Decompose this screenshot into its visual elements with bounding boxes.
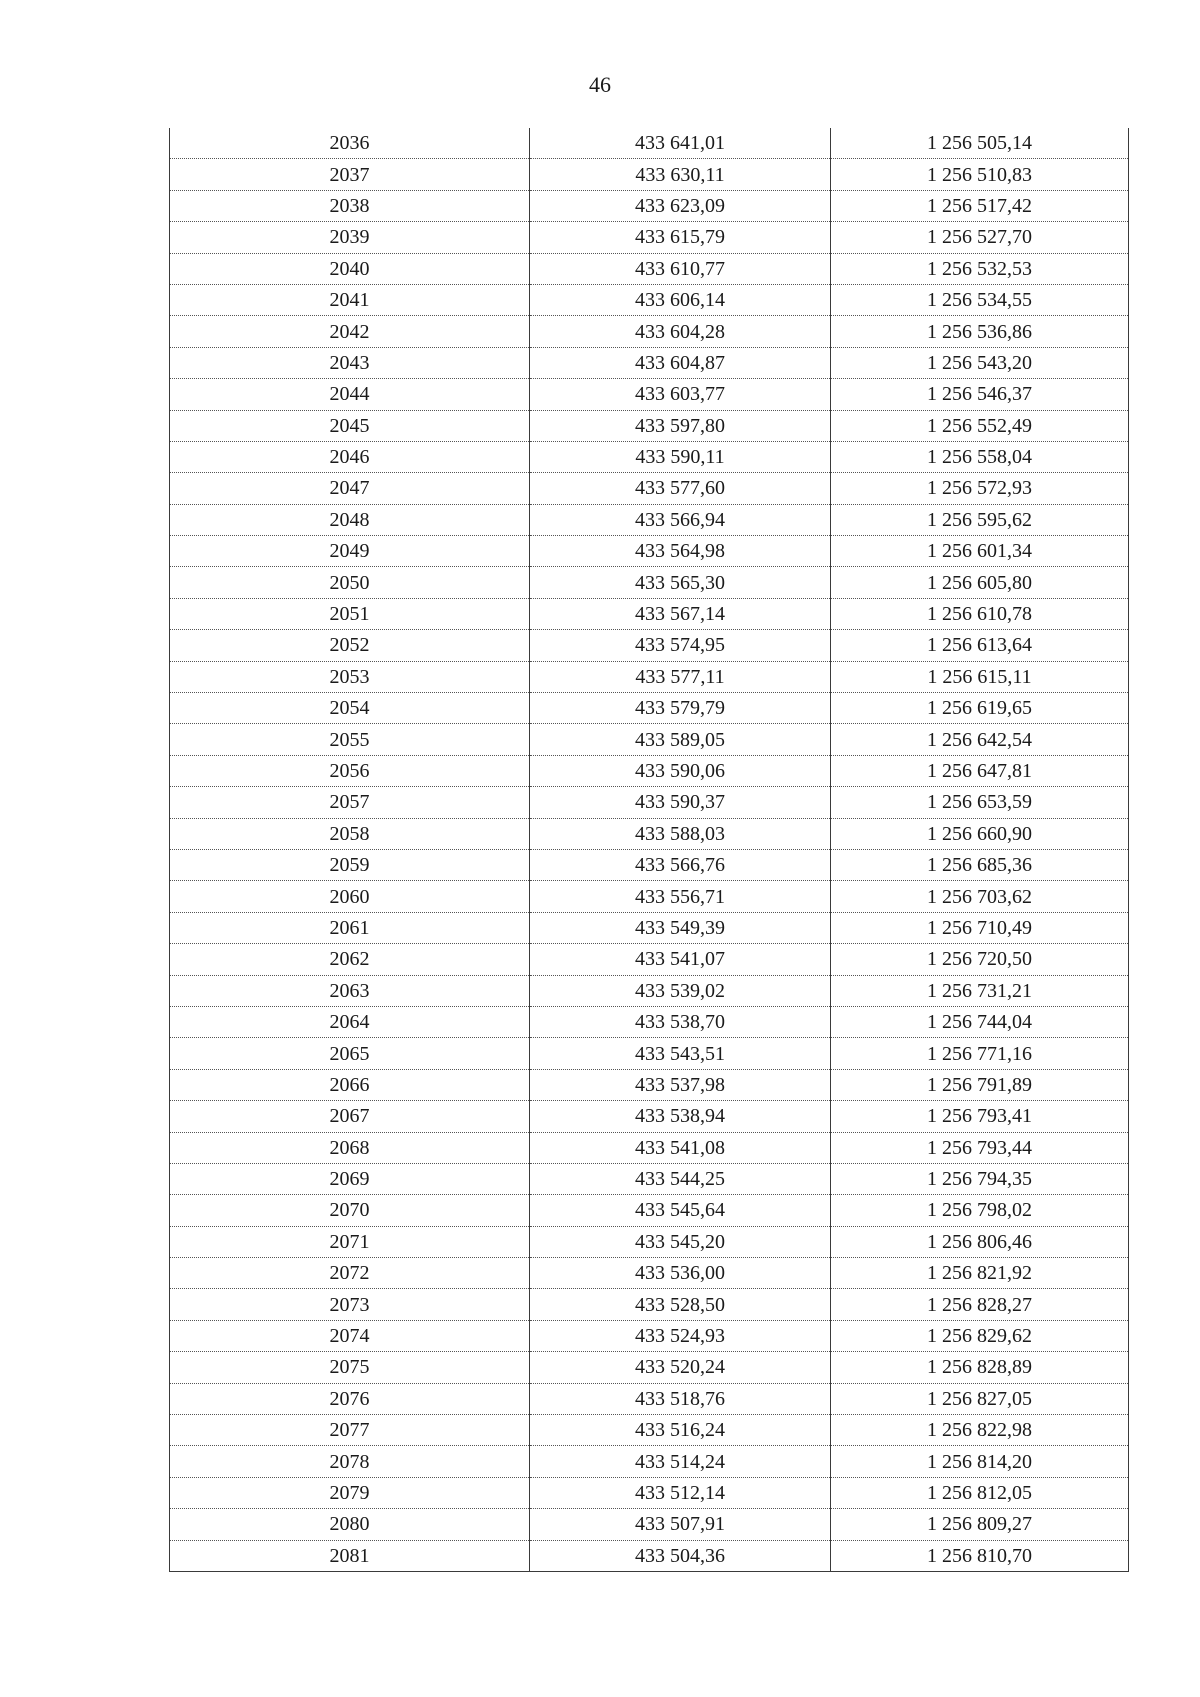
table-row <box>170 818 1129 849</box>
coordinates-table-body <box>170 128 1129 1571</box>
table-row <box>170 849 1129 880</box>
x-coordinate-cell: 433 566,76 <box>530 849 831 880</box>
x-coordinate-cell: 433 590,06 <box>530 755 831 786</box>
table-row <box>170 128 1129 159</box>
point-number-cell: 2069 <box>170 1163 530 1194</box>
page-number: 46 <box>589 72 611 97</box>
point-number-cell: 2080 <box>170 1509 530 1540</box>
table-row <box>170 1446 1129 1477</box>
y-coordinate-cell: 1 256 827,05 <box>831 1383 1129 1414</box>
x-coordinate-cell: 433 516,24 <box>530 1415 831 1446</box>
point-number-cell: 2072 <box>170 1258 530 1289</box>
x-coordinate-cell: 433 536,00 <box>530 1258 831 1289</box>
point-number-cell: 2073 <box>170 1289 530 1320</box>
x-coordinate-cell: 433 566,94 <box>530 504 831 535</box>
y-coordinate-cell: 1 256 527,70 <box>831 222 1129 253</box>
x-coordinate-cell: 433 538,94 <box>530 1101 831 1132</box>
table-row <box>170 284 1129 315</box>
table-row <box>170 473 1129 504</box>
x-coordinate-cell: 433 538,70 <box>530 1006 831 1037</box>
x-coordinate-cell: 433 541,08 <box>530 1132 831 1163</box>
y-coordinate-cell: 1 256 685,36 <box>831 849 1129 880</box>
point-number-cell: 2054 <box>170 693 530 724</box>
point-number-cell: 2037 <box>170 159 530 190</box>
x-coordinate-cell: 433 518,76 <box>530 1383 831 1414</box>
x-coordinate-cell: 433 549,39 <box>530 912 831 943</box>
table-row <box>170 975 1129 1006</box>
table-row <box>170 598 1129 629</box>
x-coordinate-cell: 433 545,64 <box>530 1195 831 1226</box>
x-coordinate-cell: 433 512,14 <box>530 1477 831 1508</box>
point-number-cell: 2047 <box>170 473 530 504</box>
y-coordinate-cell: 1 256 619,65 <box>831 693 1129 724</box>
point-number-cell: 2074 <box>170 1320 530 1351</box>
y-coordinate-cell: 1 256 744,04 <box>831 1006 1129 1037</box>
x-coordinate-cell: 433 590,37 <box>530 787 831 818</box>
point-number-cell: 2060 <box>170 881 530 912</box>
y-coordinate-cell: 1 256 536,86 <box>831 316 1129 347</box>
y-coordinate-cell: 1 256 534,55 <box>831 284 1129 315</box>
x-coordinate-cell: 433 588,03 <box>530 818 831 849</box>
y-coordinate-cell: 1 256 615,11 <box>831 661 1129 692</box>
table-row <box>170 912 1129 943</box>
table-row <box>170 441 1129 472</box>
table-row <box>170 1258 1129 1289</box>
table-row <box>170 1289 1129 1320</box>
x-coordinate-cell: 433 539,02 <box>530 975 831 1006</box>
table-row <box>170 944 1129 975</box>
point-number-cell: 2061 <box>170 912 530 943</box>
table-row <box>170 630 1129 661</box>
table-row <box>170 1195 1129 1226</box>
x-coordinate-cell: 433 567,14 <box>530 598 831 629</box>
point-number-cell: 2041 <box>170 284 530 315</box>
point-number-cell: 2076 <box>170 1383 530 1414</box>
table-row <box>170 1006 1129 1037</box>
y-coordinate-cell: 1 256 798,02 <box>831 1195 1129 1226</box>
coordinates-table <box>169 128 1129 1572</box>
y-coordinate-cell: 1 256 613,64 <box>831 630 1129 661</box>
table-row <box>170 1163 1129 1194</box>
x-coordinate-cell: 433 541,07 <box>530 944 831 975</box>
x-coordinate-cell: 433 574,95 <box>530 630 831 661</box>
y-coordinate-cell: 1 256 552,49 <box>831 410 1129 441</box>
table-row <box>170 1383 1129 1414</box>
y-coordinate-cell: 1 256 822,98 <box>831 1415 1129 1446</box>
table-row <box>170 347 1129 378</box>
y-coordinate-cell: 1 256 791,89 <box>831 1069 1129 1100</box>
x-coordinate-cell: 433 504,36 <box>530 1540 831 1571</box>
point-number-cell: 2056 <box>170 755 530 786</box>
x-coordinate-cell: 433 604,87 <box>530 347 831 378</box>
table-row <box>170 1509 1129 1540</box>
x-coordinate-cell: 433 641,01 <box>530 128 831 159</box>
y-coordinate-cell: 1 256 828,27 <box>831 1289 1129 1320</box>
table-row <box>170 1477 1129 1508</box>
y-coordinate-cell: 1 256 812,05 <box>831 1477 1129 1508</box>
table-row <box>170 1038 1129 1069</box>
y-coordinate-cell: 1 256 809,27 <box>831 1509 1129 1540</box>
point-number-cell: 2045 <box>170 410 530 441</box>
point-number-cell: 2068 <box>170 1132 530 1163</box>
point-number-cell: 2043 <box>170 347 530 378</box>
point-number-cell: 2081 <box>170 1540 530 1571</box>
x-coordinate-cell: 433 610,77 <box>530 253 831 284</box>
x-coordinate-cell: 433 520,24 <box>530 1352 831 1383</box>
x-coordinate-cell: 433 623,09 <box>530 190 831 221</box>
x-coordinate-cell: 433 537,98 <box>530 1069 831 1100</box>
y-coordinate-cell: 1 256 703,62 <box>831 881 1129 912</box>
table-row <box>170 1320 1129 1351</box>
y-coordinate-cell: 1 256 793,44 <box>831 1132 1129 1163</box>
table-row <box>170 316 1129 347</box>
y-coordinate-cell: 1 256 642,54 <box>831 724 1129 755</box>
y-coordinate-cell: 1 256 731,21 <box>831 975 1129 1006</box>
table-row <box>170 787 1129 818</box>
x-coordinate-cell: 433 545,20 <box>530 1226 831 1257</box>
point-number-cell: 2042 <box>170 316 530 347</box>
x-coordinate-cell: 433 577,60 <box>530 473 831 504</box>
point-number-cell: 2070 <box>170 1195 530 1226</box>
table-row <box>170 1226 1129 1257</box>
table-row <box>170 693 1129 724</box>
x-coordinate-cell: 433 589,05 <box>530 724 831 755</box>
point-number-cell: 2059 <box>170 849 530 880</box>
point-number-cell: 2036 <box>170 128 530 159</box>
y-coordinate-cell: 1 256 517,42 <box>831 190 1129 221</box>
point-number-cell: 2046 <box>170 441 530 472</box>
point-number-cell: 2052 <box>170 630 530 661</box>
point-number-cell: 2051 <box>170 598 530 629</box>
table-row <box>170 1415 1129 1446</box>
table-row <box>170 222 1129 253</box>
point-number-cell: 2062 <box>170 944 530 975</box>
x-coordinate-cell: 433 606,14 <box>530 284 831 315</box>
table-row <box>170 1101 1129 1132</box>
point-number-cell: 2048 <box>170 504 530 535</box>
point-number-cell: 2075 <box>170 1352 530 1383</box>
x-coordinate-cell: 433 577,11 <box>530 661 831 692</box>
table-row <box>170 159 1129 190</box>
table-row <box>170 755 1129 786</box>
y-coordinate-cell: 1 256 572,93 <box>831 473 1129 504</box>
y-coordinate-cell: 1 256 710,49 <box>831 912 1129 943</box>
x-coordinate-cell: 433 543,51 <box>530 1038 831 1069</box>
x-coordinate-cell: 433 514,24 <box>530 1446 831 1477</box>
x-coordinate-cell: 433 565,30 <box>530 567 831 598</box>
table-row <box>170 253 1129 284</box>
y-coordinate-cell: 1 256 605,80 <box>831 567 1129 598</box>
y-coordinate-cell: 1 256 610,78 <box>831 598 1129 629</box>
y-coordinate-cell: 1 256 505,14 <box>831 128 1129 159</box>
x-coordinate-cell: 433 556,71 <box>530 881 831 912</box>
table-row <box>170 190 1129 221</box>
y-coordinate-cell: 1 256 720,50 <box>831 944 1129 975</box>
x-coordinate-cell: 433 630,11 <box>530 159 831 190</box>
table-row <box>170 1132 1129 1163</box>
point-number-cell: 2038 <box>170 190 530 221</box>
x-coordinate-cell: 433 597,80 <box>530 410 831 441</box>
point-number-cell: 2064 <box>170 1006 530 1037</box>
table-row <box>170 1352 1129 1383</box>
y-coordinate-cell: 1 256 810,70 <box>831 1540 1129 1571</box>
x-coordinate-cell: 433 604,28 <box>530 316 831 347</box>
point-number-cell: 2079 <box>170 1477 530 1508</box>
y-coordinate-cell: 1 256 814,20 <box>831 1446 1129 1477</box>
y-coordinate-cell: 1 256 771,16 <box>831 1038 1129 1069</box>
point-number-cell: 2049 <box>170 536 530 567</box>
point-number-cell: 2067 <box>170 1101 530 1132</box>
y-coordinate-cell: 1 256 510,83 <box>831 159 1129 190</box>
y-coordinate-cell: 1 256 543,20 <box>831 347 1129 378</box>
point-number-cell: 2078 <box>170 1446 530 1477</box>
y-coordinate-cell: 1 256 532,53 <box>831 253 1129 284</box>
y-coordinate-cell: 1 256 601,34 <box>831 536 1129 567</box>
table-row <box>170 504 1129 535</box>
point-number-cell: 2057 <box>170 787 530 818</box>
table-row <box>170 661 1129 692</box>
y-coordinate-cell: 1 256 660,90 <box>831 818 1129 849</box>
table-row <box>170 881 1129 912</box>
point-number-cell: 2065 <box>170 1038 530 1069</box>
point-number-cell: 2077 <box>170 1415 530 1446</box>
y-coordinate-cell: 1 256 794,35 <box>831 1163 1129 1194</box>
x-coordinate-cell: 433 524,93 <box>530 1320 831 1351</box>
y-coordinate-cell: 1 256 793,41 <box>831 1101 1129 1132</box>
y-coordinate-cell: 1 256 546,37 <box>831 379 1129 410</box>
y-coordinate-cell: 1 256 821,92 <box>831 1258 1129 1289</box>
table-row <box>170 410 1129 441</box>
table-row <box>170 379 1129 410</box>
x-coordinate-cell: 433 603,77 <box>530 379 831 410</box>
y-coordinate-cell: 1 256 595,62 <box>831 504 1129 535</box>
point-number-cell: 2071 <box>170 1226 530 1257</box>
point-number-cell: 2066 <box>170 1069 530 1100</box>
y-coordinate-cell: 1 256 806,46 <box>831 1226 1129 1257</box>
point-number-cell: 2058 <box>170 818 530 849</box>
point-number-cell: 2044 <box>170 379 530 410</box>
table-row <box>170 1069 1129 1100</box>
x-coordinate-cell: 433 544,25 <box>530 1163 831 1194</box>
y-coordinate-cell: 1 256 647,81 <box>831 755 1129 786</box>
x-coordinate-cell: 433 615,79 <box>530 222 831 253</box>
y-coordinate-cell: 1 256 829,62 <box>831 1320 1129 1351</box>
point-number-cell: 2050 <box>170 567 530 598</box>
y-coordinate-cell: 1 256 828,89 <box>831 1352 1129 1383</box>
table-row <box>170 567 1129 598</box>
point-number-cell: 2053 <box>170 661 530 692</box>
point-number-cell: 2063 <box>170 975 530 1006</box>
y-coordinate-cell: 1 256 558,04 <box>831 441 1129 472</box>
point-number-cell: 2040 <box>170 253 530 284</box>
x-coordinate-cell: 433 590,11 <box>530 441 831 472</box>
point-number-cell: 2055 <box>170 724 530 755</box>
table-row <box>170 1540 1129 1571</box>
table-row <box>170 724 1129 755</box>
x-coordinate-cell: 433 579,79 <box>530 693 831 724</box>
x-coordinate-cell: 433 564,98 <box>530 536 831 567</box>
y-coordinate-cell: 1 256 653,59 <box>831 787 1129 818</box>
x-coordinate-cell: 433 507,91 <box>530 1509 831 1540</box>
table-row <box>170 536 1129 567</box>
point-number-cell: 2039 <box>170 222 530 253</box>
x-coordinate-cell: 433 528,50 <box>530 1289 831 1320</box>
